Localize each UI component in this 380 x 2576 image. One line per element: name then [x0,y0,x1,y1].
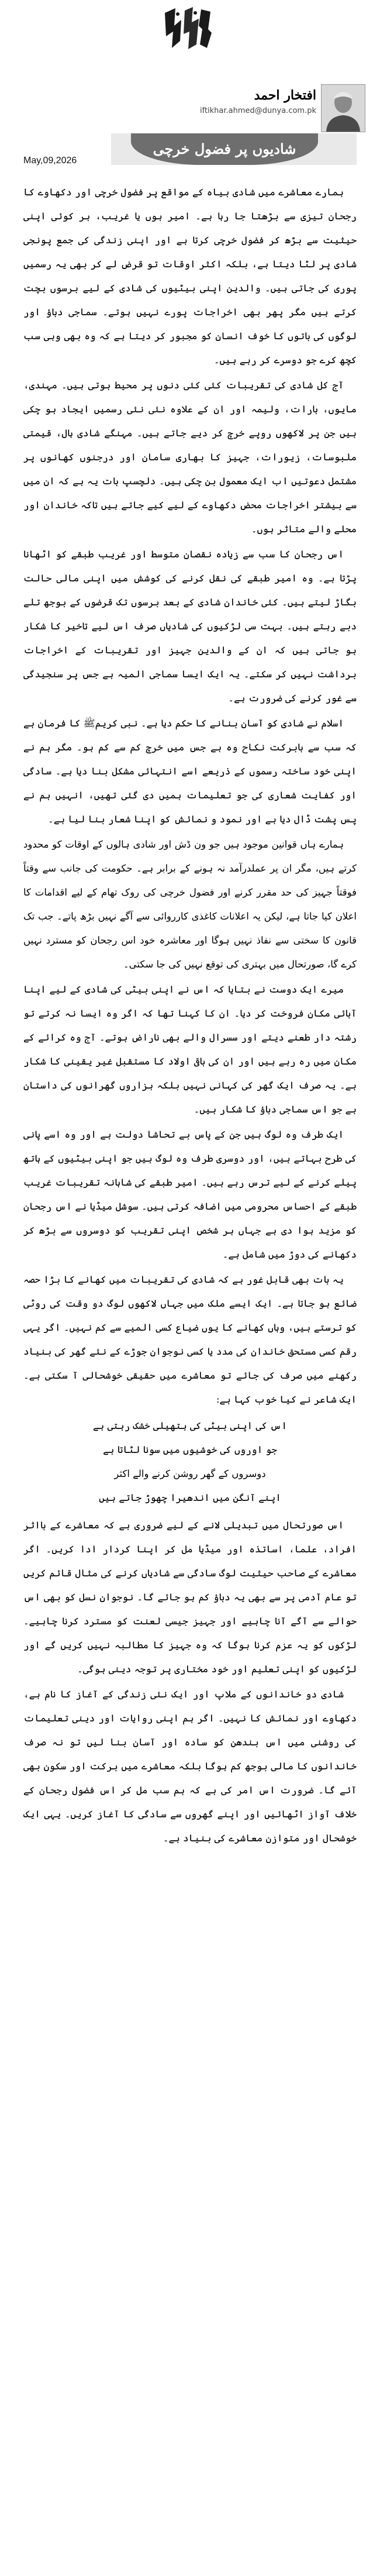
author-contact: iftikhar.ahmed@dunya.com.pk [199,106,316,115]
column-title: شادیوں پر فضول خرچی [153,140,296,157]
author-photo [321,84,365,132]
article-paragraph: ایک طرف وہ لوگ ہیں جن کے پاس بے تحاشا دولت ہے اور وہ اسے پانی کی طرح بہاتے ہیں، اور دوسری طرف وہ لوگ ہیں جو اپنی بیٹیوں کے ہاتھ پیلے کرنے کے لیے ترس رہے ہیں۔ امیر طبقے کی شاہانہ تقریبات غریب طبقے کے احساس محرومی میں اضافہ کرتی ہیں۔ سوشل میڈیا نے اس رجحان کو مزید ہوا دی ہے جہاں ہر شخص اپنی تقریب کو دوسروں سے بڑھ کر دکھانے کی دوڑ میں شامل ہے۔ [23,1129,357,1260]
article-body [23,180,357,2549]
article-paragraph: ہمارے ہاں قوانین موجود ہیں جو ون ڈش اور شادی ہالوں کے اوقات کو محدود کرتے ہیں، مگر ان پر عملدرآمد نہ ہونے کے برابر ہے۔ حکومت کی جانب سے وقتاً فوقتاً جہیز کی حد مقرر کرنے اور فضول خرچی کی روک تھام کے لیے اقدامات کا اعلان کیا جاتا ہے، لیکن یہ اعلانات کاغذی کارروائی سے آگے نہیں بڑھ پاتے۔ جب تک قانون کا سختی سے نفاذ نہیں ہوگا اور معاشرہ خود اس رجحان کو مسترد نہیں کرے گا، صورتحال میں بہتری کی توقع نہیں کی جا سکتی۔ [23,839,357,970]
publish-date: May,09,2026 [23,156,77,166]
article-paragraph: یہ بات بھی قابل غور ہے کہ شادی کی تقریبات میں کھانے کا بڑا حصہ ضائع ہو جاتا ہے۔ ایک ایسے ملک میں جہاں لاکھوں لوگ دو وقت کی روٹی کو ترستے ہیں، وہاں کھانے کا یوں ضیاع کسی المیے سے کم نہیں۔ اگر یہی رقم کسی مستحق خاندان کی مدد یا کسی نوجوان جوڑے کے نئے گھر کی بنیاد رکھنے میں صرف کی جائے تو معاشرے میں حقیقی خوشحالی آ سکتی ہے۔ ایک شاعر نے کیا خوب کہا ہے: [23,1274,357,1405]
author-portrait-icon [322,85,365,132]
column-title-bar [111,133,357,165]
article-paragraph: میرے ایک دوست نے بتایا کہ اس نے اپنی بیٹی کی شادی کے لیے اپنا آبائی مکان فروخت کر دیا۔ ان کا کہنا تھا کہ اگر وہ ایسا نہ کرتے تو رشتہ دار طعنے دیتے اور سسرال والے بھی ناراض ہوتے۔ آج وہ کرائے کے مکان میں رہ رہے ہیں اور ان کی باقی اولاد کا مستقبل غیر یقینی کا شکار ہے۔ یہ صرف ایک گھر کی کہانی نہیں بلکہ ہزاروں گھرانوں کی داستان ہے جو اس سماجی دباؤ کا شکار ہیں۔ [23,984,357,1115]
article-paragraph: اسلام نے شادی کو آسان بنانے کا حکم دیا ہے۔ نبی کریمﷺ کا فرمان ہے کہ سب سے بابرکت نکاح وہ ہے جس میں خرچ کم سے کم ہو۔ مگر ہم نے اپنی خود ساختہ رسموں کے ذریعے اسے انتہائی مشکل بنا دیا ہے۔ سادگی اور کفایت شعاری کی جو تعلیمات ہمیں دی گئی تھیں، انہیں ہم نے پس پشت ڈال دیا ہے اور نمود و نمائش کو اپنا شعار بنا لیا ہے۔ [23,718,357,825]
masthead [0,0,380,175]
poem-line: اپنے آنگن میں اندھیرا چھوڑ جاتے ہیں [99,1492,281,1503]
poem-line: دوسروں کے گھر روشن کرنے والے اکثر [114,1468,266,1479]
poem-line: جو اوروں کی خوشیوں میں سونا لٹاتا ہے [103,1444,277,1455]
author-text-block [200,88,316,115]
column-title-box [131,133,318,165]
article-paragraph: ہمارے معاشرے میں شادی بیاہ کے مواقع پر فضول خرچی اور دکھاوے کا رجحان تیزی سے بڑھتا جا رہا ہے۔ امیر ہوں یا غریب، ہر کوئی اپنی حیثیت سے بڑھ کر فضول خرچی کرتا ہے اور اپنی زندگی کی جمع پونجی شادی پر لٹا دیتا ہے، بلکہ اکثر اوقات تو قرض لے کر بھی یہ رسمیں پوری کی جاتی ہیں۔ والدین اپنی بیٹیوں کی شادی کے لیے برسوں بچت کرتے ہیں مگر پھر بھی اخراجات پورے نہیں ہوتے۔ سماجی دباؤ اور لوگوں کی باتوں کا خوف انسان کو مجبور کر دیتا ہے کہ وہ بھی وہی سب کچھ کرے جو دوسرے کر رہے ہیں۔ [23,187,357,366]
author-byline [199,83,369,132]
poem-line: اس کی اپنی بیٹی کی ہتھیلی خشک رہتی ہے [93,1420,287,1431]
author-name: افتخار احمد [254,88,316,103]
article-paragraph: آج کل شادی کی تقریبات کئی کئی دنوں پر محیط ہوتی ہیں۔ مہندی، مایوں، بارات، ولیمہ اور ان کے علاوہ نئی نئی رسمیں ایجاد ہو چکی ہیں جن پر لاکھوں روپے خرچ کر دیے جاتے ہیں۔ مہنگے شادی ہال، قیمتی ملبوسات، زیورات، جہیز کا بھاری سامان اور درجنوں کھانوں پر مشتمل دعوتیں اب ایک معمول بن چکی ہیں۔ دلچسپ بات یہ ہے کہ ان میں سے بیشتر اخراجات محض دکھاوے کے لیے کیے جاتے ہیں تاکہ خاندان اور محلے والے متاثر ہوں۔ [23,380,357,535]
poem-block [79,1414,301,1510]
article-paragraph: اس صورتحال میں تبدیلی لانے کے لیے ضروری ہے کہ معاشرے کے بااثر افراد، علما، اساتذہ اور میڈیا مل کر اپنا کردار ادا کریں۔ اگر معاشرے کے صاحب حیثیت لوگ سادگی سے شادیاں کرنے کی مثال قائم کریں تو عام آدمی پر سے بھی یہ دباؤ کم ہو جائے گا۔ نوجوان نسل کو بھی اس حوالے سے آگے آنا چاہیے اور جہیز جیسی لعنت کو مسترد کرنا چاہیے۔ لڑکوں کو یہ عزم کرنا ہوگا کہ وہ جہیز کا مطالبہ نہیں کریں گے اور لڑکیوں کو اپنی تعلیم اور خود مختاری پر توجہ دینی ہوگی۔ [23,1520,357,1675]
newspaper-logo [158,2,216,55]
article-paragraph: شادی دو خاندانوں کے ملاپ اور ایک نئی زندگی کے آغاز کا نام ہے، دکھاوے اور نمائش کا نہیں۔ اگر ہم اپنی روایات اور دینی تعلیمات کی روشنی میں اس بندھن کو سادہ اور آسان بنا لیں تو نہ صرف خاندانوں کا مالی بوجھ کم ہوگا بلکہ معاشرے میں برکت اور سکون بھی آئے گا۔ ضرورت اس امر کی ہے کہ ہم سب مل کر اس فضول رجحان کے خلاف آواز اٹھائیں اور اپنے گھروں سے سادگی کا آغاز کریں۔ یہی ایک خوشحال اور متوازن معاشرے کی بنیاد ہے۔ [23,1689,357,1844]
article-paragraph: اس رجحان کا سب سے زیادہ نقصان متوسط اور غریب طبقے کو اٹھانا پڑتا ہے۔ وہ امیر طبقے کی نقل کرنے کی کوشش میں اپنی مالی حالت بگاڑ لیتے ہیں۔ کئی خاندان شادی کے بعد برسوں تک قرضوں کے بوجھ تلے دبے رہتے ہیں۔ بہت سی لڑکیوں کی شادیاں صرف اس لیے تاخیر کا شکار ہو جاتی ہیں کہ ان کے والدین جہیز اور تقریبات کے اخراجات برداشت نہیں کر سکتے۔ یہ ایک ایسا سماجی المیہ ہے جس پر سنجیدگی سے غور کرنے کی ضرورت ہے۔ [23,549,357,704]
dunya-logo-icon [158,2,216,55]
